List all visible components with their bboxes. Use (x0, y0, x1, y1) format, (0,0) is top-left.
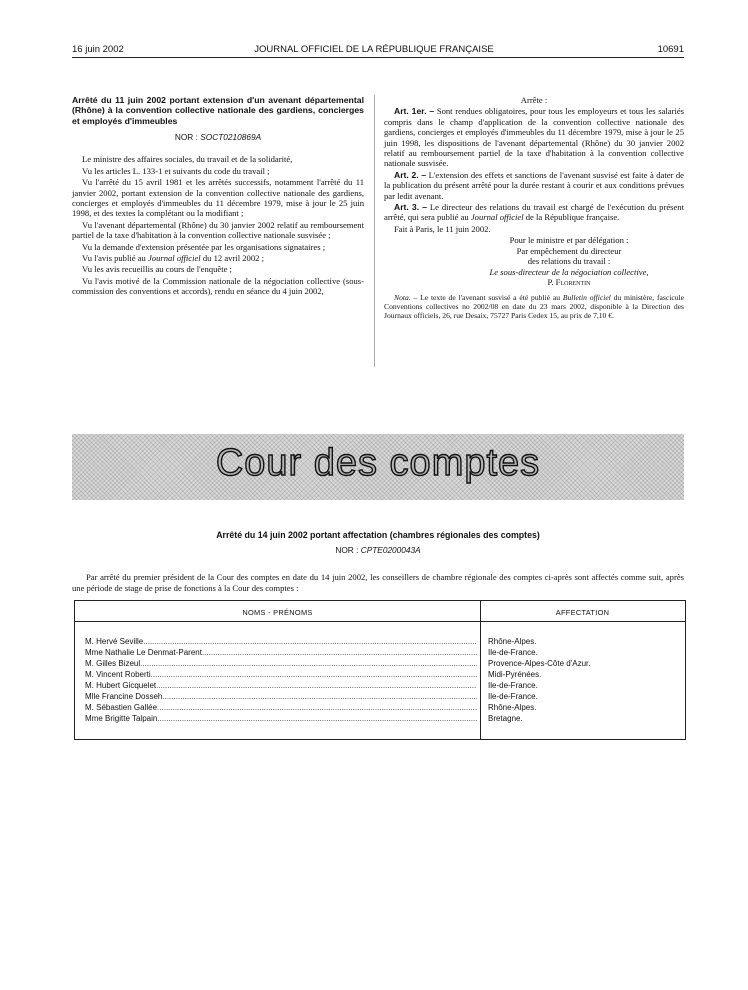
paragraph: Vu l'arrêté du 15 avril 1981 et les arrêtés successifs, notamment l'arrêté du 11 janvier 2002, portant extension de la convention collective nationale des gardiens, concierges et employés d'immeubles du 11 décembre 1979, mise à jour le 25 juin 1998, et des textes la complétant ou la modifiant ; (72, 177, 364, 219)
table-row: M. Sébastien Gallée ..... Rhône-Alpes. (85, 703, 685, 714)
signature-place-date: Fait à Paris, le 11 juin 2002. (394, 223, 491, 234)
column-divider (374, 95, 375, 367)
header-journal-title: JOURNAL OFFICIEL DE LA RÉPUBLIQUE FRANÇAISE (254, 44, 494, 55)
right-column (384, 95, 684, 321)
paragraph: Vu l'avis publié au Journal officiel du 12 avril 2002 ; (82, 252, 264, 263)
paragraph: Vu l'avis motivé de la Commission nationale de la négociation collective (sous-commission des conventions et accords), rendu en séance du 4 juin 2002, (72, 275, 364, 297)
paragraph: Vu les articles L. 133-1 et suivants du code du travail ; (82, 165, 270, 176)
assignment-table (74, 600, 686, 740)
table-row: M. Vincent Roberti ..... Midi-Pyrénées. (85, 670, 685, 681)
signatory-name: P. Florentin (547, 276, 591, 287)
header-date: 16 juin 2002 (72, 44, 124, 55)
table-row: M. Hubert Gicquelet ..... Ile-de-France. (85, 681, 685, 692)
table-row: M. Hervé Seville ..... Rhône-Alpes. (85, 637, 685, 648)
table-row: Mme Brigitte Talpain ..... Bretagne. (85, 714, 685, 725)
table-header-names: NOMS - PRÉNOMS (242, 608, 313, 617)
nota-note: Nota. – Le texte de l'avenant susvisé a été publié au Bulletin officiel du ministère, fascicule Conventions collectives no 2002/08 en date du 23 mars 2002, disponible à la Direction des Journaux officiels, 26, rue Desaix, 75727 Paris Cedex 15, au prix de 7,10 €. (384, 293, 684, 321)
decree-nor-code: SOCT0210869A (200, 131, 262, 142)
header-page-number: 10691 (657, 44, 684, 55)
table-header-affectation: AFFECTATION (555, 608, 610, 617)
table-row: M. Gilles Bizeul ..... Provence-Alpes-Côte d'Azur. (85, 659, 685, 670)
paragraph: Le ministre des affaires sociales, du travail et de la solidarité, (82, 154, 293, 165)
decree-nor: NOR : SOCT0210869A (174, 131, 262, 142)
paragraph: Vu l'avenant départemental (Rhône) du 30 janvier 2002 relatif au remboursement partiel de la taxe d'habitation à la convention collective nationale susvisée ; (72, 219, 364, 241)
left-column (72, 95, 364, 298)
signature-block: Pour le ministre et par délégation : Par empêchement du directeur des relations du travail : Le sous-directeur de la négociation collective, P. Florentin (384, 235, 684, 287)
section-decree-nor: NOR : CPTE0200043A (335, 545, 421, 555)
article-1: Art. 1er. – Sont rendues obligatoires, pour tous les employeurs et tous les salariés compris dans le champ d'application de la convention collective nationale des gardiens, concierges et employés d'immeubles du 11 décembre 1979, mise à jour le 25 juin 1998, les dispositions de l'avenant départemental (Rhône) du 30 janvier 2002 relatif au remboursement partiel de la taxe d'habitation à la convention collective nationale susvisée. (384, 106, 685, 169)
table-header-rule (75, 621, 685, 622)
decree-title: Arrêté du 11 juin 2002 portant extension d'un avenant départemental (Rhône) à la convention collective nationale des gardiens, concierges et employés d'immeubles (72, 95, 364, 126)
article-2: Art. 2. – L'extension des effets et sanctions de l'avenant susvisé est faite à dater de la publication du présent arrêté pour la durée restant à courir et aux conditions prévues par ledit avenant. (384, 169, 684, 201)
article-3: Art. 3. – Le directeur des relations du travail est chargé de l'exécution du présent arrêté, qui sera publié au Journal officiel de la République française. (384, 202, 684, 223)
header-rule (72, 57, 684, 58)
table-row: Mme Nathalie Le Denmat-Parent ..... Ile-de-France. (85, 648, 685, 659)
section-intro-paragraph: Par arrêté du premier président de la Cour des comptes en date du 14 juin 2002, les conseillers de chambre régionale des comptes ci-après sont affectés comme suit, après une période de stage de prise de fonctions à la Cour des comptes : (72, 572, 684, 593)
table-row: Mlle Francine Dosseh ..... Ile-de-France. (85, 692, 685, 703)
section-banner (72, 434, 684, 500)
section-decree-title: Arrêté du 14 juin 2002 portant affectation (chambres régionales des comptes) (216, 530, 540, 540)
paragraph: Vu la demande d'extension présentée par les organisations signataires ; (82, 241, 326, 252)
arrete-heading: Arrête : (520, 95, 548, 105)
section-banner-title: Cour des comptes (215, 442, 541, 484)
paragraph: Vu les avis recueillis au cours de l'enquête ; (82, 264, 232, 275)
